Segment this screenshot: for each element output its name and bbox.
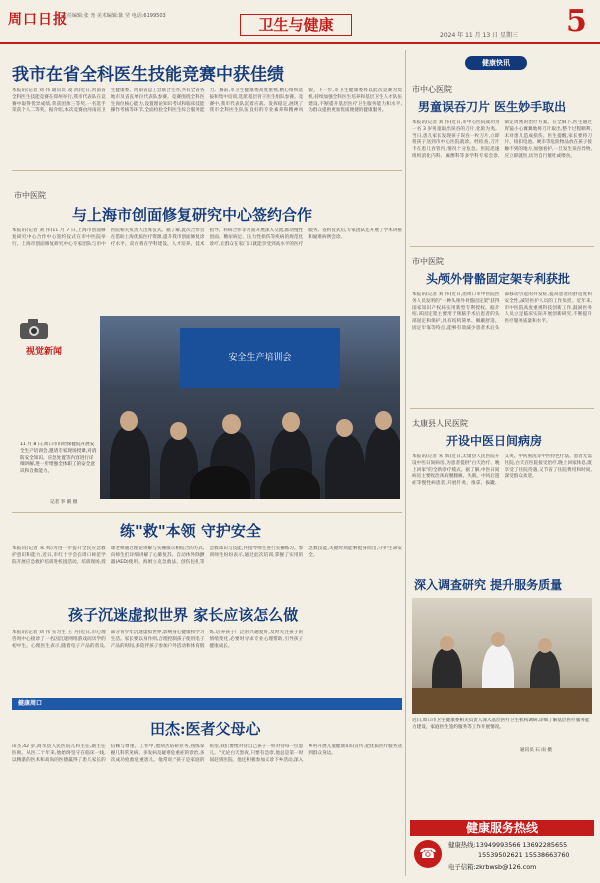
headline-tian-jie: 田杰:医者父母心 (150, 720, 261, 738)
newspaper-logo: 周口日报 (8, 12, 68, 28)
headline-razor-blade: 男童误吞刀片 医生妙手取出 (418, 100, 567, 114)
hotline-numbers: 健康热线:13949993566 13692285655 (448, 841, 568, 849)
hotline-title: 健康服务热线 (410, 820, 594, 836)
headline-competition: 我市在省全科医生技能竞赛中获佳绩 (12, 65, 284, 85)
article-day-ward-body: 本报讯(记者 朱 辉)近日,太康县人民医院开设中医日间病房,为患者提供"白天治疗、晚上回家"的全新诊疗模式。据了解,中医日间病房主要收治颈肩腰腿痛、失眠、中风后遗症等慢性病患者,开展针灸、推拿、拔罐、艾灸、中药熏洗等中医特色疗法。患者无需住院,白天在医院接受治疗,晚上回家休息,既享受了住院待遇,又节省了住院费用和时间,深受群众欢迎。 (412, 454, 592, 487)
article-tian-jie-body: 田杰,42 岁,商水县人民医院儿科主任,副主任医师。从医二十年来,他始终坚守在临床一线,以精湛的医术和高尚的医德赢得了患儿家长的信赖与尊重。工作中,他刻苦钻研业务,熟练掌握儿科常见病、多发病及疑难危重症的诊治,多次成功抢救危重患儿。他常说:"孩子是家庭的希望,我们要像对待自己孩子一样对待每一位患儿。"无论白天黑夜,只要有急诊,他总是第一时间赶到医院。他还积极参加义诊下乡活动,深入乡村开展儿童健康知识宣传,把优质医疗服务送到群众身边。 (12, 744, 402, 763)
page-number: 5 (566, 4, 587, 39)
article-virtual-world-body: 本报讯(记者 刘 伟 实习生 王 丹)近日,市心理咨询中心接诊了一名因沉迷网络游戏而厌学的初中生。心理医生表示,随着电子产品的普及,部分青少年沉迷虚拟世界,影响身心健康和学习生活。家长要以身作则,合理控制孩子使用电子产品的时间,多陪伴孩子参加户外活动和体育锻炼,培养孩子广泛的兴趣爱好,及时关注孩子的情绪变化,必要时寻求专业心理帮助,引导孩子健康成长。 (12, 630, 304, 649)
hotline-numbers-2: 15539502621 15538663760 (478, 851, 570, 859)
training-photo (100, 316, 400, 499)
research-credit: 通讯员 石 雨 摄 (520, 748, 552, 753)
section-banner-health-zhoukou: 健康周口 (12, 698, 402, 710)
headline-shanghai: 与上海市创面修复研究中心签约合作 (72, 206, 313, 224)
article-competition-body: 本报讯(记者 刘 伟 通讯员 凌 鸿)近日,河南省全科医生技能竞赛在郑州举行,我市代表队在竞赛中取得优异成绩,荣获团体三等奖,一名选手荣获个人二等奖。据介绍,本次竞赛由河南省卫生健康委、河南省总工会联合主办,共有全省各地市及省直单位代表队参赛。竞赛围绕全科医生岗位核心能力,设置理论知识考试和临床技能操作考核等环节,全面检验全科医生综合服务能力。赛前,市卫生健康委高度重视,精心组织选拔和集中培训,选派基层骨干医生组队参赛。竞赛中,我市代表队沉着应战、发挥稳定,展现了我市全科医生队伍良好的专业素养和精神风貌。下一步,市卫生健康委将以此次竞赛为契机,持续加强全科医生培养和基层卫生人才队伍建设,不断提升基层医疗卫生服务能力和水平,为群众提供更加优质便捷的健康服务。 (12, 88, 402, 114)
divider (12, 170, 402, 171)
headline-virtual-world: 孩子沉迷虚拟世界 家长应该怎么做 (68, 606, 299, 624)
research-caption: 近日,周口市卫生健康委相关负责人深入基层医疗卫生机构调研,详细了解基层医疗服务能力建设、家庭医生签约服务等工作开展情况。 (412, 718, 590, 730)
headline-day-ward: 开设中医日间病房 (446, 434, 543, 448)
photo-news-caption: 11 月 8 日,周口市妇幼保健院开展安全生产培训会,邀请专家现场授课,对消防安全知识、应急处置等内容进行详细讲解,进一步增强全体职工的安全意识和自救能力。 (20, 442, 97, 475)
article-patent-body: 本报讯(记者 刘 伟)近日,由周口市中医院医务人员发明的"一种头颅外骨骼固定架"获得国家知识产权局实用新型专利授权。据介绍,该固定架主要用于颅脑手术后患者的头部固定和保护,具有结构简单、佩戴舒适、固定牢靠等特点,能够有效减少患者术后头部移动引起的并发症,提高患者的舒适度和安全性,减轻医护人员的工作负担。近年来,市中医院高度重视科技创新工作,鼓励医务人员立足临床实际开展创新研究,不断提升医疗服务质量和水平。 (412, 292, 592, 331)
article-source: 市中心医院 (412, 85, 452, 94)
photo-news-label: 视觉新闻 (26, 347, 63, 357)
section-title: 卫生与健康 (240, 14, 352, 36)
article-razor-blade-body: 本报讯(记者 刘 伟)近日,市中心医院成功为一名 3 岁男童取出误吞的刀片,化险为夷。当日,患儿家长发现孩子误吞一枚刀片,立即将孩子送到市中心医院就诊。经检查,刀片卡在患儿食管内,情况十分危急。医院迅速组织消化内科、麻醉科等多学科专家会诊,制定周密的治疗方案。在全麻下,医生通过胃镜小心翼翼地将刀片取出,整个过程顺利,未对患儿造成损伤。医生提醒,家长要将刀片、纽扣电池、硬币等危险物品放在孩子接触不到的地方,加强看护,一旦发生误吞异物,应立即就医,切勿自行催吐或喂食。 (412, 120, 592, 159)
photo-news-credit: 记者 李 鹤 摄 (50, 500, 78, 505)
issue-date: 2024 年 11 月 13 日 星期三 (440, 32, 518, 39)
article-shanghai-body: 本报讯(记者 刘 伟)11 月 7 日,上海市创面修复研究中心合作中心签约仪式在市中医院举行。上海市创面修复研究中心专家团队与市中医院相关负责人出席仪式。据了解,此次合作旨在借助上海优质医疗资源,提升我市创面修复诊疗水平。双方将在学科建设、人才培养、技术指导、科研合作等方面开展深入交流,推动慢性创面、糖尿病足、压力性损伤等疾病的规范化诊疗,让群众在家门口就能享受到高水平的医疗服务。签约仪式后,专家团队还开展了学术讲座和疑难病例会诊。 (12, 228, 402, 247)
health-news-badge: 健康快讯 (465, 56, 527, 70)
column-divider (405, 50, 406, 876)
screen-banner: 安全生产培训会 (180, 328, 340, 388)
phone-icon: ☎ (414, 840, 442, 868)
article-source: 太康县人民医院 (412, 419, 468, 428)
divider (410, 246, 594, 247)
hotline-email: 电子信箱:zkrbwsb@126.com (448, 863, 537, 871)
article-source: 市中医院 (14, 191, 46, 200)
divider (410, 408, 594, 409)
divider (12, 512, 402, 513)
research-photo (412, 598, 592, 714)
article-source: 市中医院 (412, 257, 444, 266)
headline-patent: 头颅外骨骼固定架专利获批 (426, 272, 571, 286)
headline-first-aid: 练"救"本领 守护安全 (120, 522, 261, 540)
masthead-info: 责任编辑:张 尧 美术编辑:陈 莹 电话:6199503 (62, 13, 166, 19)
headline-research: 深入调查研究 提升服务质量 (414, 578, 563, 592)
article-first-aid-body: 本报讯(记者 朱 辉)为进一步提升全民应急救护意识和能力,近日,市红十字会在周口师范学院开展应急救护培训进校园活动。培训现场,授课老师通过理论讲解与实操演示相结合的方式,向师生们详细讲解了心肺复苏、自动体外除颤器(AED)使用、海姆立克急救法、创伤包扎等急救知识与技能,并指导师生进行实操练习。参训师生纷纷表示,通过此次培训,掌握了实用的急救技能,关键时刻能够挺身而出,守护生命安全。 (12, 546, 402, 565)
